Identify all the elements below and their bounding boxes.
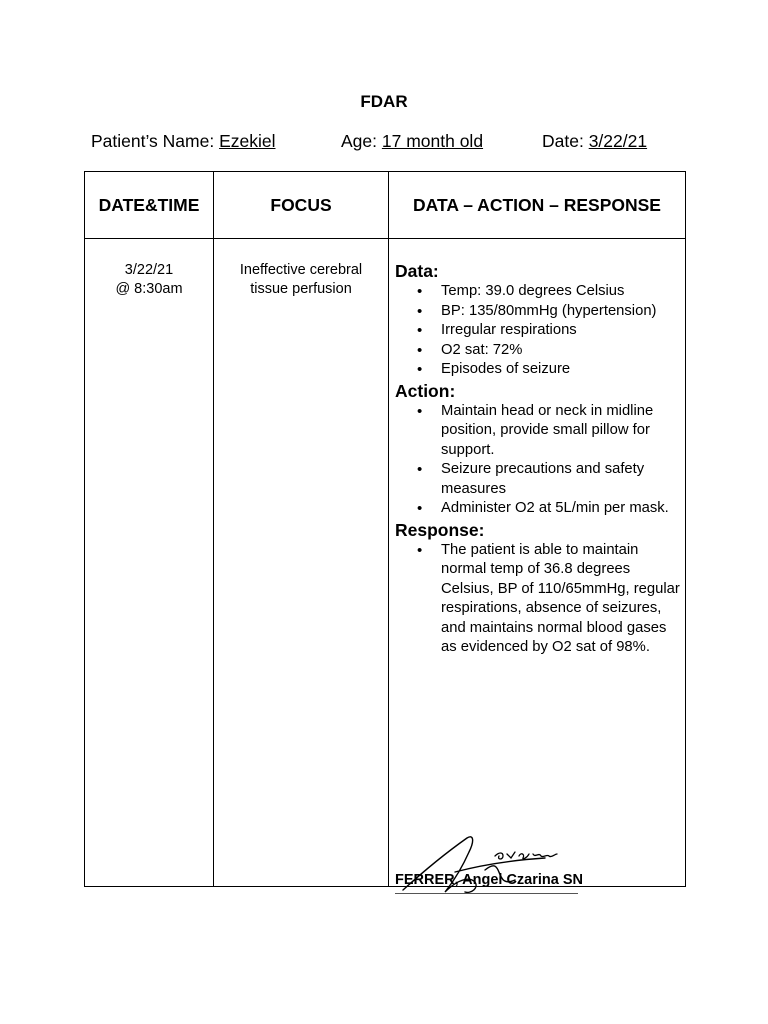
document-title: FDAR <box>360 92 408 111</box>
list-item: • O2 sat: 72% <box>441 341 685 361</box>
record-date-label: Date: <box>542 131 589 151</box>
entry-time: @ 8:30am <box>115 281 183 297</box>
record-date-value: 3/22/21 <box>588 131 648 151</box>
patient-name-field <box>91 131 276 152</box>
list-item: • Episodes of seizure <box>441 360 685 380</box>
record-date-field <box>542 131 647 152</box>
patient-age-value: 17 month old <box>381 131 484 151</box>
focus-line-1: Ineffective cerebral <box>239 262 363 278</box>
fdar-table <box>84 171 686 887</box>
action-list <box>395 402 685 519</box>
table-row <box>85 239 686 887</box>
data-heading: Data: <box>395 261 439 281</box>
header-focus: FOCUS <box>214 172 389 239</box>
nurse-name: FERRER, Angel Czarina SN <box>395 872 583 888</box>
patient-name-value: Ezekiel <box>219 131 276 151</box>
patient-name-label: Patient’s Name: <box>91 131 220 151</box>
list-item: • Temp: 39.0 degrees Celsius <box>441 282 685 302</box>
patient-age-label: Age: <box>341 131 382 151</box>
signature-line <box>395 893 578 894</box>
header-date-time: DATE&TIME <box>85 172 214 239</box>
dar-cell <box>389 239 686 887</box>
list-item: • BP: 135/80mmHg (hypertension) <box>441 302 685 322</box>
list-item: • Maintain head or neck in midline position, provide small pillow for support. <box>441 402 685 461</box>
entry-date: 3/22/21 <box>124 262 174 278</box>
response-heading: Response: <box>395 519 485 540</box>
action-heading: Action: <box>395 380 456 401</box>
date-time-cell <box>85 239 214 887</box>
list-item: • Irregular respirations <box>441 321 685 341</box>
response-list <box>395 541 685 658</box>
focus-cell <box>214 239 389 887</box>
focus-line-2: tissue perfusion <box>250 281 352 297</box>
list-item: • Administer O2 at 5L/min per mask. <box>441 499 685 519</box>
data-list <box>395 282 685 380</box>
list-item: • Seizure precautions and safety measures <box>441 460 685 499</box>
header-data-action-response: DATA – ACTION – RESPONSE <box>389 172 686 239</box>
table-header-row <box>85 172 686 239</box>
list-item: • The patient is able to maintain normal temp of 36.8 degrees Celsius, BP of 110/65mmHg, regular respirations, absence of seizures, and maintains normal blood gases as evidenced by O2 sat of 98%. <box>441 541 685 658</box>
signature-block <box>395 830 595 900</box>
patient-age-field <box>341 131 483 152</box>
